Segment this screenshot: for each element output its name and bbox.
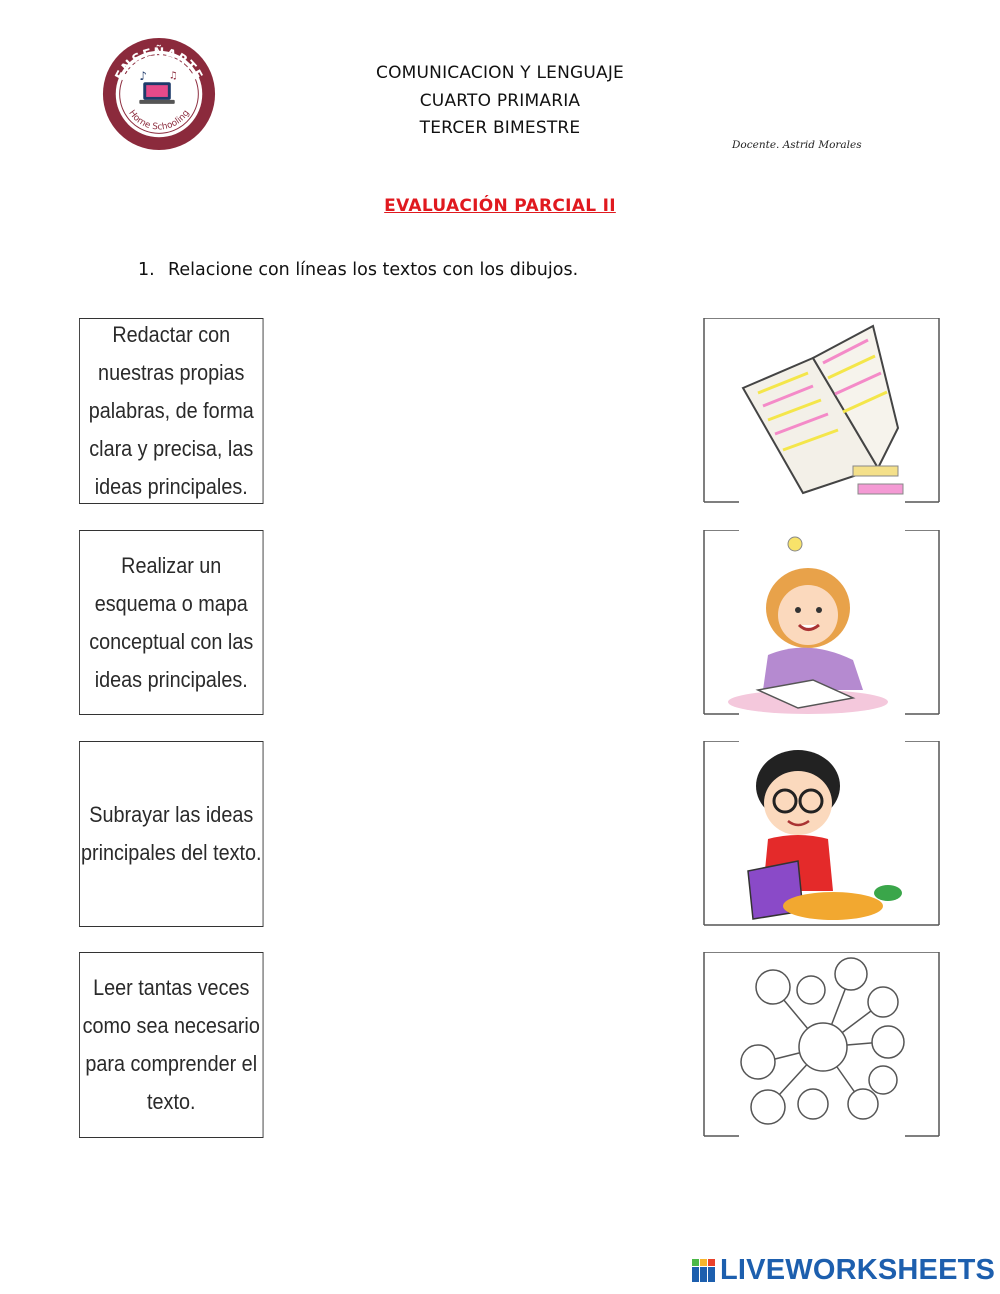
text-box-2[interactable] bbox=[79, 530, 264, 715]
concept-map-image[interactable] bbox=[703, 952, 940, 1138]
logo-subtext: Home Schooling bbox=[126, 108, 192, 133]
girl-writing-image[interactable] bbox=[703, 530, 940, 716]
logo-text: ENSEÑARTE bbox=[112, 45, 206, 84]
boy-reading-image[interactable] bbox=[703, 741, 940, 927]
term-title: TERCER BIMESTRE bbox=[419, 118, 581, 138]
text-box-1[interactable] bbox=[79, 318, 264, 504]
liveworksheets-icon bbox=[692, 1259, 716, 1283]
brand-text: LIVEWORKSHEETS bbox=[720, 1254, 996, 1286]
text-box-label: Redactar con nuestras propias palabras, de forma clara y precisa, las ideas principales. bbox=[88, 322, 254, 499]
text-box-label: Leer tantas veces como sea necesario para comprender el texto. bbox=[82, 975, 260, 1114]
liveworksheets-brand[interactable] bbox=[692, 1254, 995, 1287]
subject-title: COMUNICACION Y LENGUAJE bbox=[376, 63, 624, 83]
grade-title: CUARTO PRIMARIA bbox=[419, 90, 581, 111]
svg-text:♪: ♪ bbox=[139, 69, 147, 84]
text-box-3[interactable] bbox=[79, 741, 264, 927]
teacher-name: Docente. Astrid Morales bbox=[732, 139, 862, 151]
evaluation-title: EVALUACIÓN PARCIAL II bbox=[384, 196, 616, 216]
course-header bbox=[300, 60, 700, 143]
instruction bbox=[138, 260, 578, 280]
school-logo bbox=[100, 35, 218, 153]
text-box-4[interactable] bbox=[79, 952, 264, 1138]
instruction-text: Relacione con líneas los textos con los dibujos. bbox=[168, 260, 579, 280]
highlighted-book-image[interactable] bbox=[703, 318, 940, 504]
instruction-number: 1. bbox=[138, 260, 155, 280]
text-box-label: Subrayar las ideas principales del texto. bbox=[80, 802, 262, 865]
text-box-label: Realizar un esquema o mapa conceptual con las ideas principales. bbox=[89, 552, 254, 692]
svg-text:♫: ♫ bbox=[168, 70, 178, 82]
